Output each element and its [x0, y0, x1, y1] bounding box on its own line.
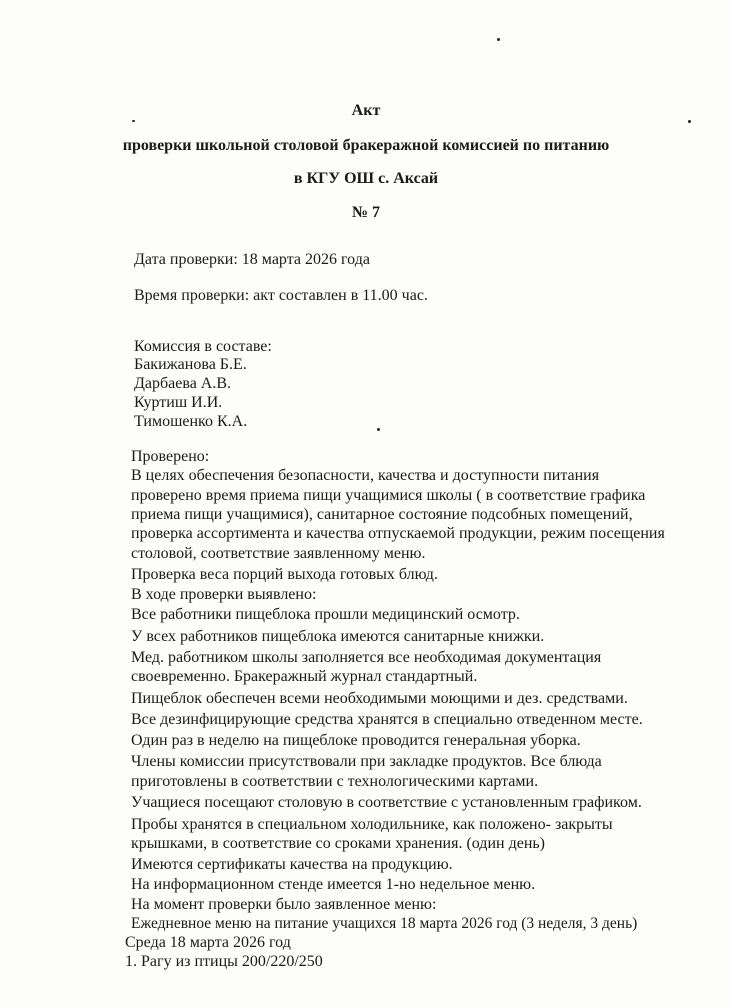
scan-speck: [688, 120, 691, 123]
body-line: В целях обеспечения безопасности, качества и доступности питания: [131, 467, 600, 484]
scan-speck: [132, 120, 135, 122]
commission-heading: Комиссия в составе:: [134, 338, 272, 355]
body-line: Ежедневное меню на питание учащихся 18 марта 2026 год (3 неделя, 3 день): [131, 915, 638, 932]
document-number: № 7: [351, 204, 381, 221]
document-place: в КГУ ОШ с. Аксай: [293, 170, 439, 187]
body-line: На момент проверки было заявленное меню:: [131, 896, 437, 913]
body-line: В ходе проверки выявлено:: [131, 586, 317, 603]
body-line: Пробы хранятся в специальном холодильнике, как положено- закрыты: [131, 816, 613, 833]
body-line: столовой, соответствие заявленному меню.: [131, 545, 426, 562]
body-line: Один раз в неделю на пищеблоке проводится генеральная уборка.: [131, 732, 581, 749]
body-line: проверка ассортимента и качества отпускаемой продукции, режим посещения: [131, 525, 665, 542]
commission-member: Тимошенко К.А.: [134, 413, 248, 430]
scan-speck: [497, 38, 500, 41]
body-line: приготовлены в соответствии с технологическими картами.: [131, 773, 539, 790]
document-type: Акт: [351, 102, 381, 119]
body-line: Проверка веса порций выхода готовых блюд.: [131, 566, 438, 583]
body-line: проверено время приема пищи учащимися школы ( в соответствие графика: [131, 487, 646, 504]
body-heading: Проверено:: [131, 448, 210, 465]
body-line: своевременно. Бракеражный журнал стандартный.: [131, 668, 478, 685]
body-line: приема пищи учащимися), санитарное состояние подсобных помещений,: [131, 506, 633, 523]
body-line: Среда 18 марта 2026 год: [125, 934, 291, 951]
body-line: Имеются сертификаты качества на продукцию.: [131, 856, 453, 873]
body-line: Все работники пищеблока прошли медицинский осмотр.: [131, 606, 520, 623]
body-line: крышками, в соответствие со сроками хранения. (один день): [131, 835, 545, 852]
document-subject: проверки школьной столовой бракеражной комиссией по питанию: [122, 137, 610, 154]
body-line: У всех работников пищеблока имеются санитарные книжки.: [131, 628, 545, 645]
body-line: Учащиеся посещают столовую в соответствие с установленным графиком.: [131, 794, 642, 811]
check-time: Время проверки: акт составлен в 11.00 час.: [134, 287, 428, 304]
scan-speck: [377, 428, 380, 431]
body-line: Пищеблок обеспечен всеми необходимыми моющими и дез. средствами.: [131, 690, 628, 707]
check-date: Дата проверки: 18 марта 2026 года: [134, 251, 370, 268]
body-line: Все дезинфицирующие средства хранятся в специально отведенном месте.: [131, 711, 643, 728]
body-line: Мед. работником школы заполняется все необходимая документация: [131, 649, 602, 666]
commission-member: Дарбаева А.В.: [134, 375, 232, 392]
body-line: Члены комиссии присутствовали при закладке продуктов. Все блюда: [131, 753, 602, 770]
commission-member: Бакижанова Б.Е.: [134, 356, 247, 373]
body-line: 1. Рагу из птицы 200/220/250: [125, 953, 323, 970]
commission-member: Куртиш И.И.: [134, 394, 223, 411]
body-line: На информационном стенде имеется 1-но недельное меню.: [131, 876, 536, 893]
